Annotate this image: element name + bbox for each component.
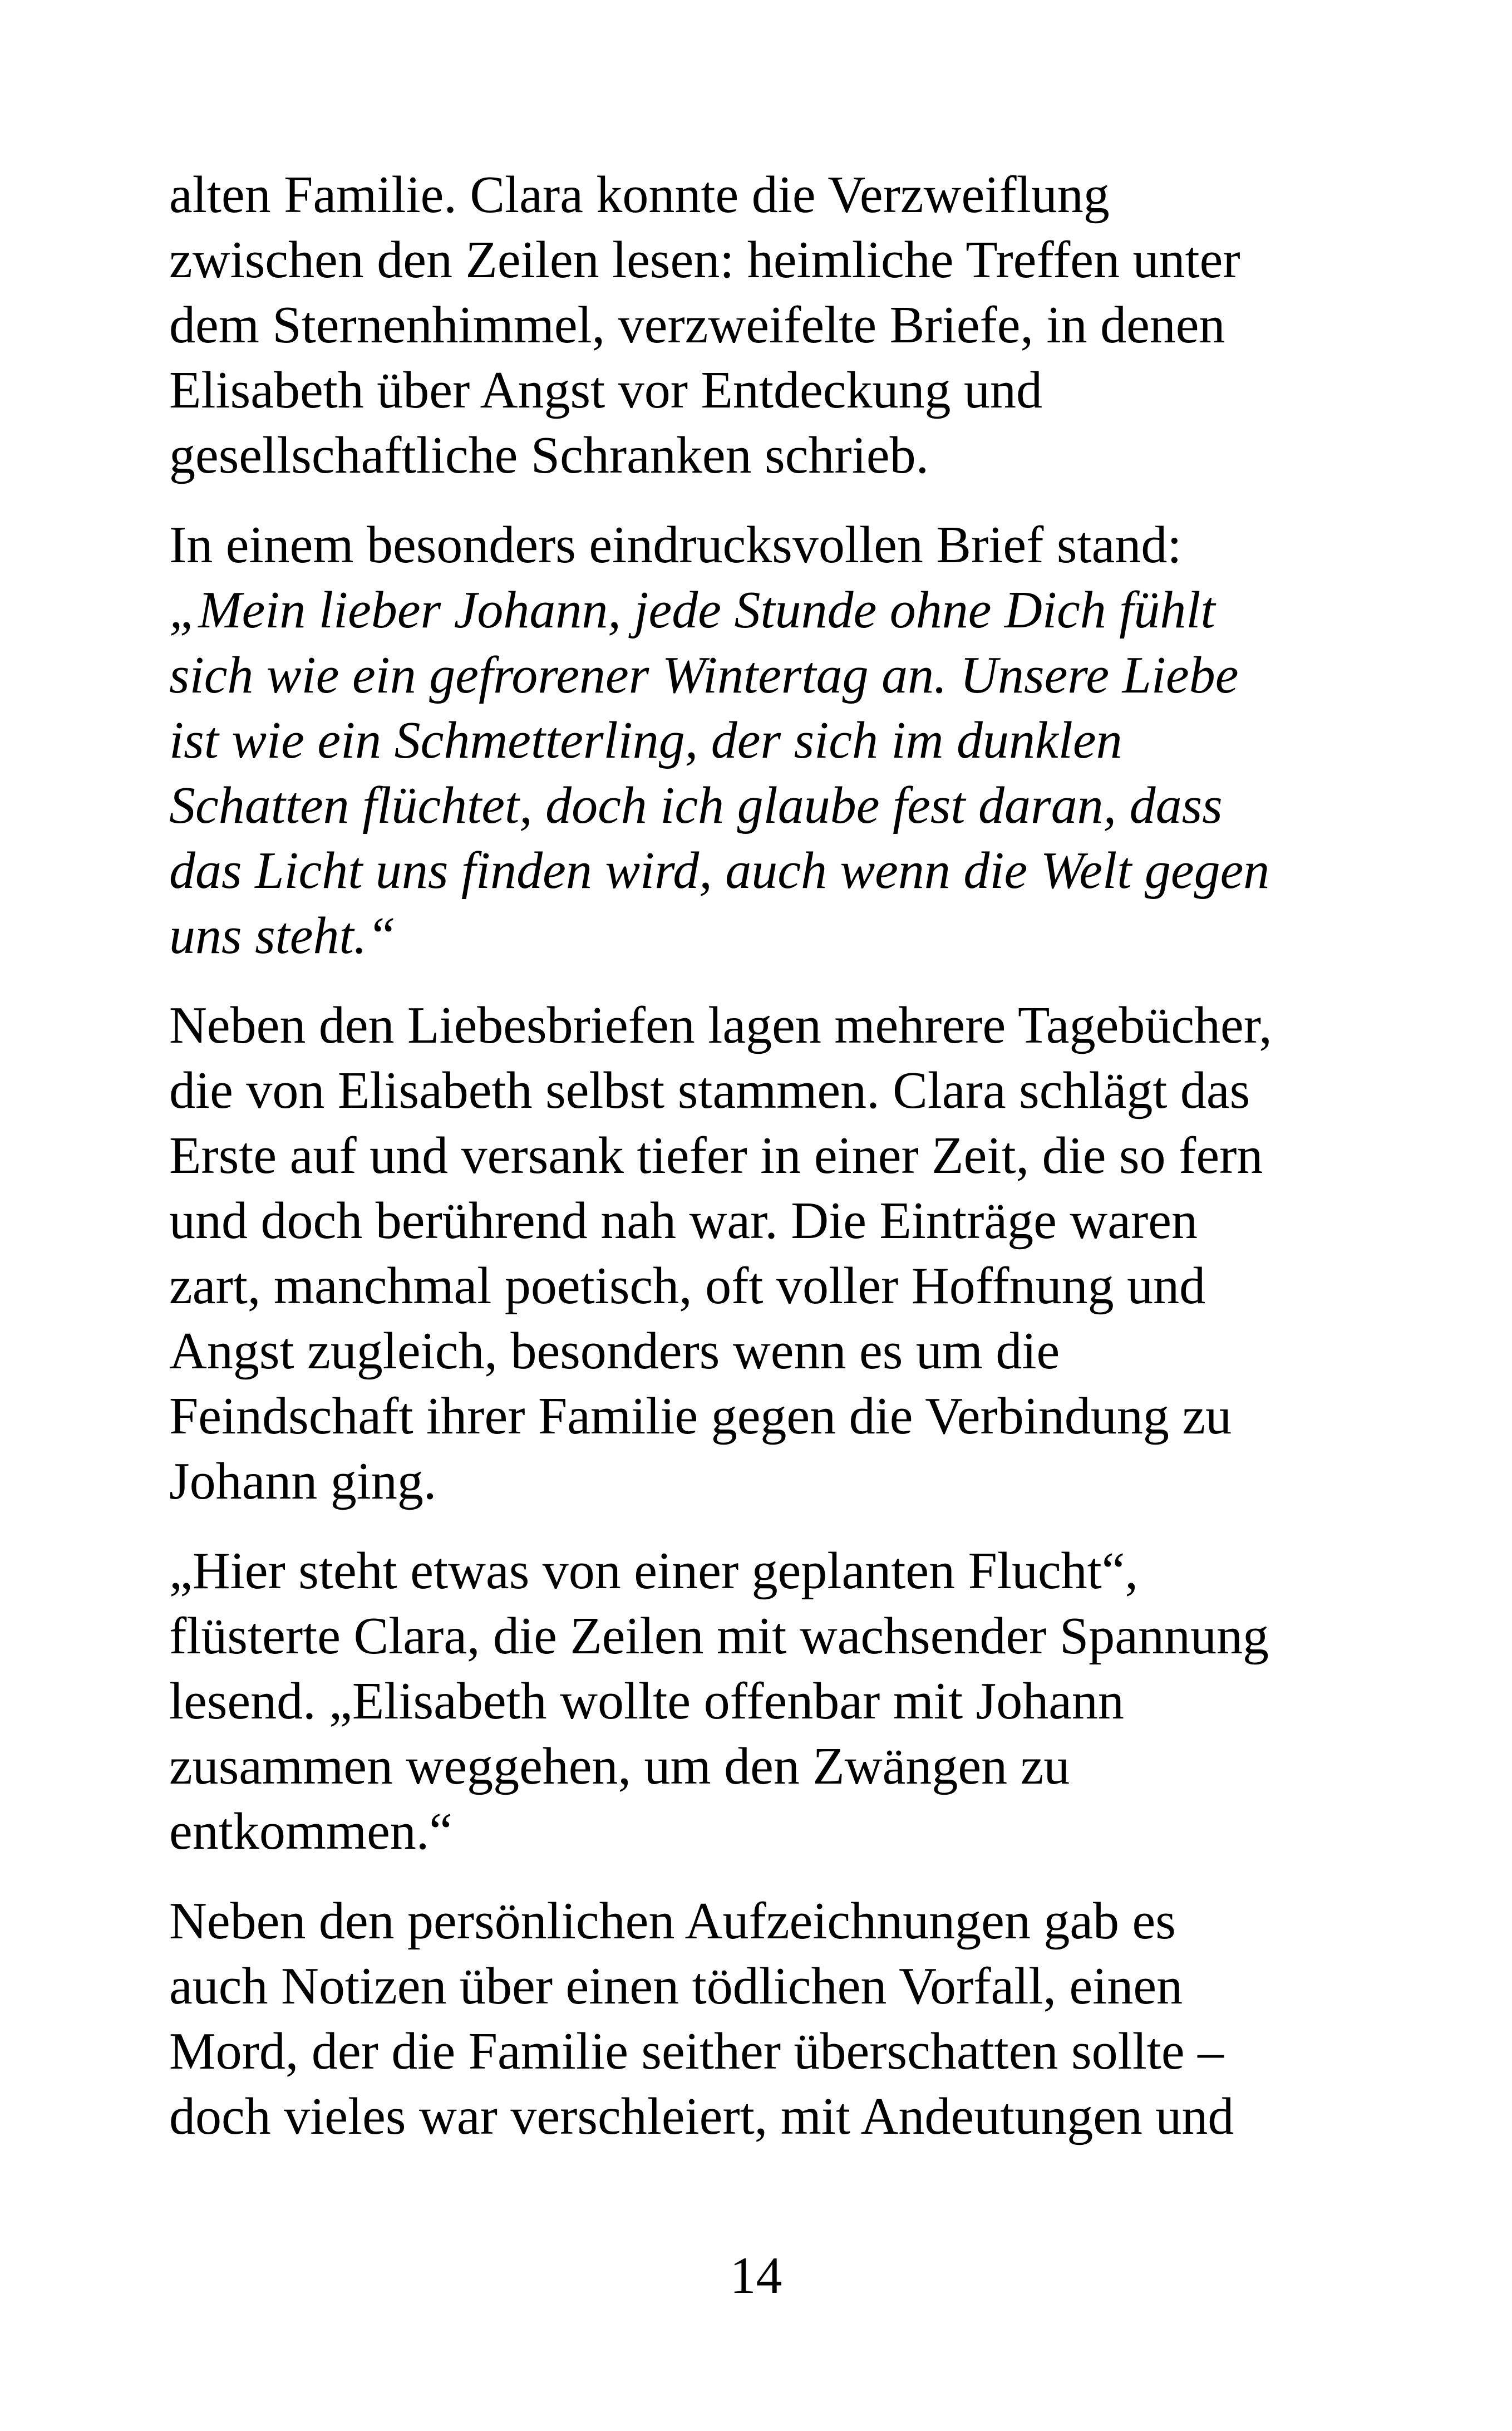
text-line: auch Notizen über einen tödlichen Vorfall, einen [169, 1957, 1183, 2015]
paragraph-1 [169, 163, 1371, 488]
text-line: doch vieles war verschleiert, mit Andeutungen und [169, 2088, 1234, 2145]
text-line: „Hier steht etwas von einer geplanten Flucht“, [169, 1542, 1139, 1600]
text-line: dem Sternenhimmel, verzweifelte Briefe, in denen [169, 296, 1225, 354]
text-line: gesellschaftliche Schranken schrieb. [169, 426, 929, 484]
text-line: zusammen weggehen, um den Zwängen zu [169, 1737, 1070, 1795]
text-line: Johann ging. [169, 1452, 437, 1510]
letter-quote-line: das Licht uns finden wird, auch wenn die Welt gegen [169, 842, 1270, 900]
text-line: die von Elisabeth selbst stammen. Clara schlägt das [169, 1062, 1250, 1119]
paragraph-2 [169, 513, 1371, 969]
text-line: lesend. „Elisabeth wollte offenbar mit Johann [169, 1672, 1124, 1730]
text-line: Mord, der die Familie seither überschatten sollte – [169, 2022, 1224, 2080]
body-text [169, 163, 1371, 2174]
letter-quote-line: sich wie ein gefrorener Wintertag an. Unsere Liebe [169, 646, 1239, 704]
paragraph-5 [169, 1889, 1371, 2149]
text-line: Erste auf und versank tiefer in einer Zeit, die so fern [169, 1127, 1263, 1185]
text-line: entkommen.“ [169, 1803, 453, 1860]
text-line: Neben den persönlichen Aufzeichnungen gab es [169, 1892, 1176, 1950]
letter-quote-line: Schatten flüchtet, doch ich glaube fest daran, dass [169, 777, 1223, 834]
text-line: alten Familie. Clara konnte die Verzweiflung [169, 166, 1110, 224]
text-line: Feindschaft ihrer Familie gegen die Verbindung zu [169, 1387, 1232, 1445]
paragraph-4 [169, 1539, 1371, 1864]
text-line: flüsterte Clara, die Zeilen mit wachsender Spannung [169, 1607, 1269, 1665]
text-line: Angst zugleich, besonders wenn es um die [169, 1322, 1060, 1380]
paragraph-3 [169, 993, 1371, 1514]
letter-quote-line: „Mein lieber Johann, jede Stunde ohne Dich fühlt [169, 581, 1215, 639]
text-line: Elisabeth über Angst vor Entdeckung und [169, 361, 1042, 419]
text-line: In einem besonders eindrucksvollen Brief stand: [169, 516, 1182, 574]
letter-quote-line: uns steht.“ [169, 907, 396, 965]
page-number: 14 [730, 2247, 782, 2305]
letter-quote-line: ist wie ein Schmetterling, der sich im dunklen [169, 711, 1122, 769]
text-line: zart, manchmal poetisch, oft voller Hoffnung und [169, 1257, 1206, 1315]
text-line: und doch berührend nah war. Die Einträge waren [169, 1192, 1198, 1250]
text-line: zwischen den Zeilen lesen: heimliche Treffen unter [169, 231, 1240, 289]
text-line: Neben den Liebesbriefen lagen mehrere Tagebücher, [169, 996, 1272, 1054]
